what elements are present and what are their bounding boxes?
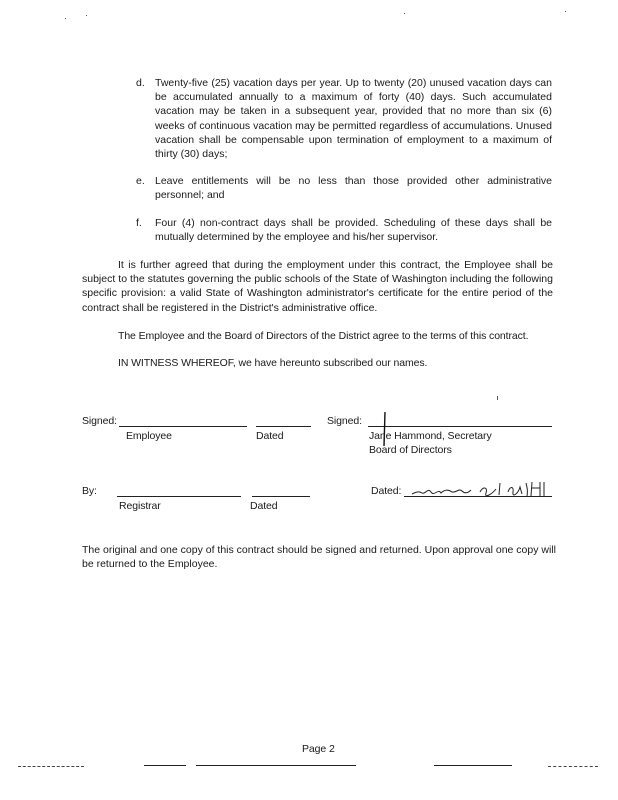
scan-speck: [497, 396, 498, 400]
agreement-paragraph: The Employee and the Board of Directors of the District agree to the terms of this contract.: [118, 330, 529, 342]
list-marker: f.: [136, 217, 142, 229]
secretary-name: Jane Hammond, Secretary: [369, 430, 492, 442]
employee-dated-line: [256, 426, 311, 427]
by-label: By:: [82, 485, 97, 497]
list-item-d: [136, 76, 552, 161]
employee-label: Employee: [126, 430, 172, 442]
scan-speck: [65, 18, 66, 19]
employee-signature-line: [119, 426, 247, 427]
contract-paragraph: It is further agreed that during the employment under this contract, the Employee shall be subject to the statutes governing the public schools of the State of Washington including the following specific provision: a valid State of Washington administrator's certificate for the entire period of the contract shall be registered in the District's administrative office.: [82, 259, 553, 314]
scan-speck: [565, 11, 566, 12]
list-item-f: [136, 216, 552, 244]
list-item-text: Four (4) non-contract days shall be provided. Scheduling of these days shall be mutually determined by the employee and his/her supervisor.: [155, 217, 552, 244]
scan-artifact-line: [548, 766, 598, 767]
board-of-directors-label: Board of Directors: [369, 444, 452, 456]
dated-label: Dated: [256, 430, 284, 442]
dated-label-right: Dated:: [371, 485, 402, 497]
return-instructions: The original and one copy of this contract should be signed and returned. Upon approval one copy will be returned to the Employee.: [82, 544, 556, 571]
list-item-e: [136, 174, 552, 202]
list-marker: e.: [136, 175, 145, 187]
scan-speck: [86, 15, 87, 16]
scan-speck: [404, 13, 405, 14]
page-number: Page 2: [302, 743, 335, 755]
scan-artifact-line: [196, 765, 356, 766]
signed-label-left: Signed:: [82, 415, 117, 427]
handwritten-date: [410, 478, 555, 500]
list-item-text: Twenty-five (25) vacation days per year. Up to twenty (20) unused vacation days can be accumulated annually to a maximum of forty (40) days. Such accumulated vacation may be taken in a subsequent year, provided that no more than six (6) weeks of continuous vacation may be permitted regardless of accumulations. Unused vacation shall be compensable upon termination of employment to a maximum of thirty (30) days;: [155, 77, 552, 161]
witness-paragraph: IN WITNESS WHEREOF, we have hereunto subscribed our names.: [118, 357, 428, 369]
scan-artifact-line: [18, 766, 84, 767]
list-item-text: Leave entitlements will be no less than those provided other administrative personnel; and: [155, 175, 552, 202]
signed-label-right: Signed:: [327, 415, 362, 427]
registrar-dated-line: [252, 496, 310, 497]
dated-label: Dated: [250, 500, 278, 512]
secretary-signature-line: [368, 426, 552, 427]
scan-artifact-line: [144, 765, 186, 766]
scan-artifact-line: [434, 765, 512, 766]
list-marker: d.: [136, 77, 145, 89]
registrar-label: Registrar: [119, 500, 161, 512]
registrar-signature-line: [117, 496, 241, 497]
